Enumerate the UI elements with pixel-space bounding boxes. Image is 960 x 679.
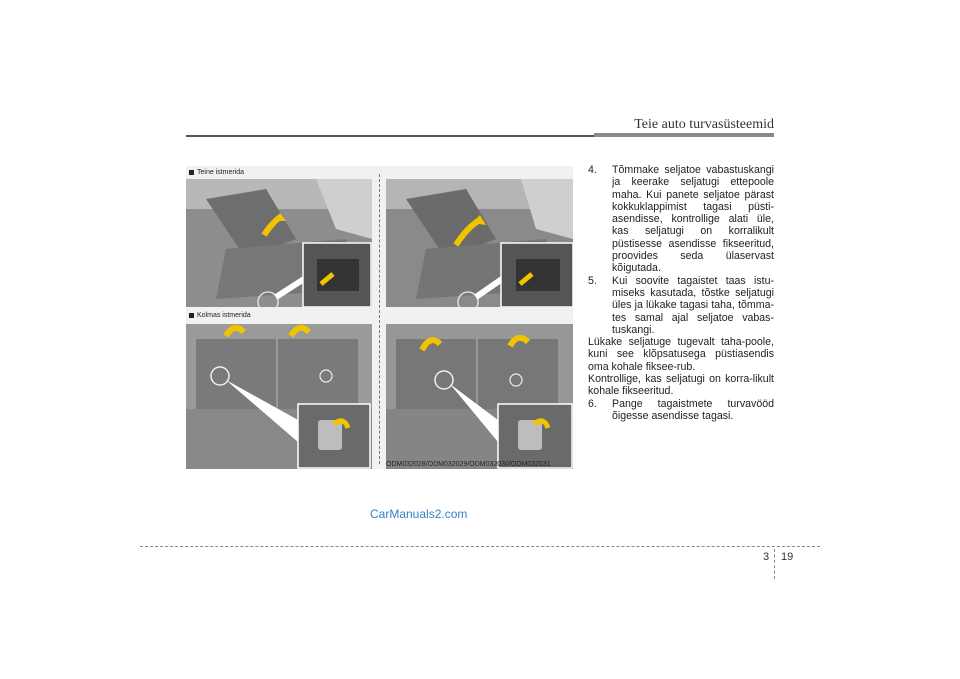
photo-third-row-left bbox=[186, 324, 372, 469]
page-number-divider bbox=[774, 549, 775, 579]
seat-figure bbox=[186, 166, 573, 469]
watermark-link[interactable]: CarManuals2.com bbox=[370, 507, 468, 521]
figure-divider bbox=[379, 174, 380, 464]
page-number: 19 bbox=[781, 551, 794, 563]
figure-caption: ODM032028/ODM032029/ODM032030/ODM032031 bbox=[386, 461, 551, 468]
label-second-row: Teine istmerida bbox=[189, 169, 244, 176]
step-5: 5. Kui soovite tagaistet taas istu-miseks kasutada, tõstke seljatugi üles ja lükake tagasi taha, tõmma-tes samal ajal seljatoe vabas-tuskangi. bbox=[588, 274, 774, 336]
step-5-extra-2: Kontrollige, kas seljatugi on korra-likult kohale fikseeritud. bbox=[588, 373, 774, 398]
section-title: Teie auto turvasüsteemid bbox=[634, 117, 774, 132]
square-bullet-icon bbox=[189, 313, 194, 318]
photo-third-row-right bbox=[386, 324, 573, 469]
header-rule-accent bbox=[594, 133, 774, 137]
instructions bbox=[588, 164, 774, 422]
square-bullet-icon bbox=[189, 170, 194, 175]
footer-rule bbox=[140, 546, 820, 547]
page-section: 3 bbox=[763, 551, 770, 563]
step-6: 6. Pange tagaistmete turvavööd õigesse asendisse tagasi. bbox=[588, 397, 774, 422]
photo-second-row-left bbox=[186, 179, 372, 307]
step-4: 4. Tõmmake seljatoe vabastuskangi ja keerake seljatugi ettepoole maha. Kui panete seljatoe pärast kokkuklappimist tagasi püsti-asendisse, kontrollige alati üle, kas seljatugi on korralikult püstisesse asendisse fikseeritud, proovides seda ülaservast kõigutada. bbox=[588, 164, 774, 275]
photo-second-row-right bbox=[386, 179, 573, 307]
label-third-row: Kolmas istmerida bbox=[189, 312, 251, 319]
step-5-extra-1: Lükake seljatuge tugevalt taha-poole, kuni see klõpsatusega püstiasendis oma kohale fiksee-rub. bbox=[588, 336, 774, 373]
